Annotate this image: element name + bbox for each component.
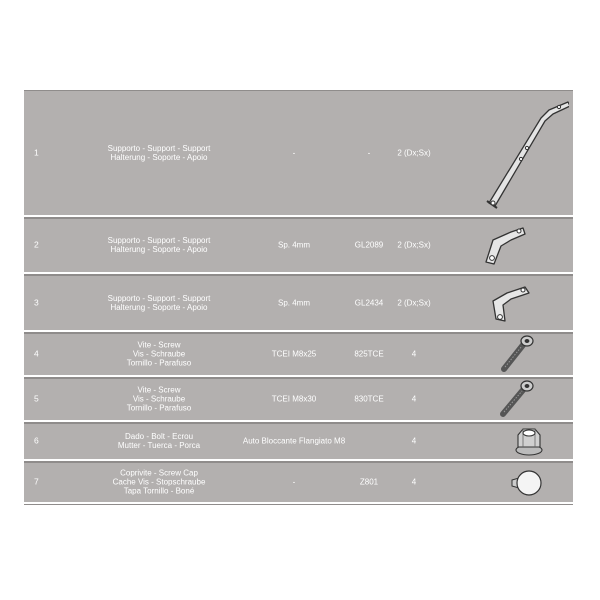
part-spec: -	[292, 148, 296, 157]
part-description: Supporto - Support - Support Halterung - Soporte - Apoio	[107, 143, 211, 162]
part-code: 825TCE	[354, 349, 384, 359]
part-number: 4	[34, 348, 39, 359]
bent-bracket-icon	[449, 275, 569, 330]
table-row	[24, 218, 573, 275]
part-quantity: 4	[411, 394, 417, 404]
part-quantity: 2 (Dx;Sx)	[397, 240, 431, 250]
part-code: GL2434	[354, 298, 384, 307]
part-number: 1	[34, 147, 39, 157]
part-code: Z801	[359, 477, 379, 487]
part-code: 830TCE	[354, 394, 384, 404]
table-row	[24, 378, 573, 423]
part-spec: -	[292, 477, 296, 487]
flange-nut-icon	[449, 423, 569, 459]
part-spec: Auto Bloccante Flangiato M8	[242, 436, 346, 446]
parts-table	[24, 88, 573, 505]
part-quantity: 2 (Dx;Sx)	[397, 148, 431, 157]
part-number: 5	[34, 393, 39, 404]
bent-bracket-icon	[449, 218, 569, 272]
socket-screw-icon	[449, 333, 569, 375]
part-spec: TCEI M8x30	[271, 394, 317, 404]
part-description: Supporto - Support - Support Halterung - Soporte - Apoio	[107, 236, 211, 254]
part-spec: TCEI M8x25	[271, 349, 317, 359]
part-number: 3	[34, 297, 39, 307]
part-quantity: 2 (Dx;Sx)	[397, 298, 431, 307]
part-description: Vite - Screw Vis - Schraube Tornillo - Parafuso	[126, 340, 192, 368]
part-code: -	[367, 148, 371, 157]
part-description: Coprivite - Screw Cap Cache Vis - Stopschraube Tapa Tornillo - Boné	[112, 468, 206, 496]
part-number: 6	[34, 435, 39, 446]
part-number: 7	[34, 476, 39, 487]
table-row	[24, 423, 573, 462]
part-code: GL2089	[354, 240, 384, 250]
table-row	[24, 90, 573, 218]
support-bracket-long-icon	[449, 90, 569, 215]
part-number: 2	[34, 239, 39, 250]
table-row	[24, 333, 573, 378]
part-quantity: 4	[411, 477, 417, 487]
part-quantity: 4	[411, 436, 417, 446]
part-description: Supporto - Support - Support Halterung - Soporte - Apoio	[107, 293, 211, 312]
screw-cap-icon	[449, 462, 569, 502]
table-row	[24, 275, 573, 333]
socket-screw-icon	[449, 378, 569, 420]
part-description: Vite - Screw Vis - Schraube Tornillo - Parafuso	[126, 385, 192, 413]
part-spec: Sp. 4mm	[277, 298, 310, 307]
part-quantity: 4	[411, 349, 417, 359]
part-spec: Sp. 4mm	[277, 240, 310, 250]
table-row	[24, 462, 573, 505]
part-description: Dado - Bolt - Ecrou Mutter - Tuerca - Porca	[117, 432, 201, 450]
